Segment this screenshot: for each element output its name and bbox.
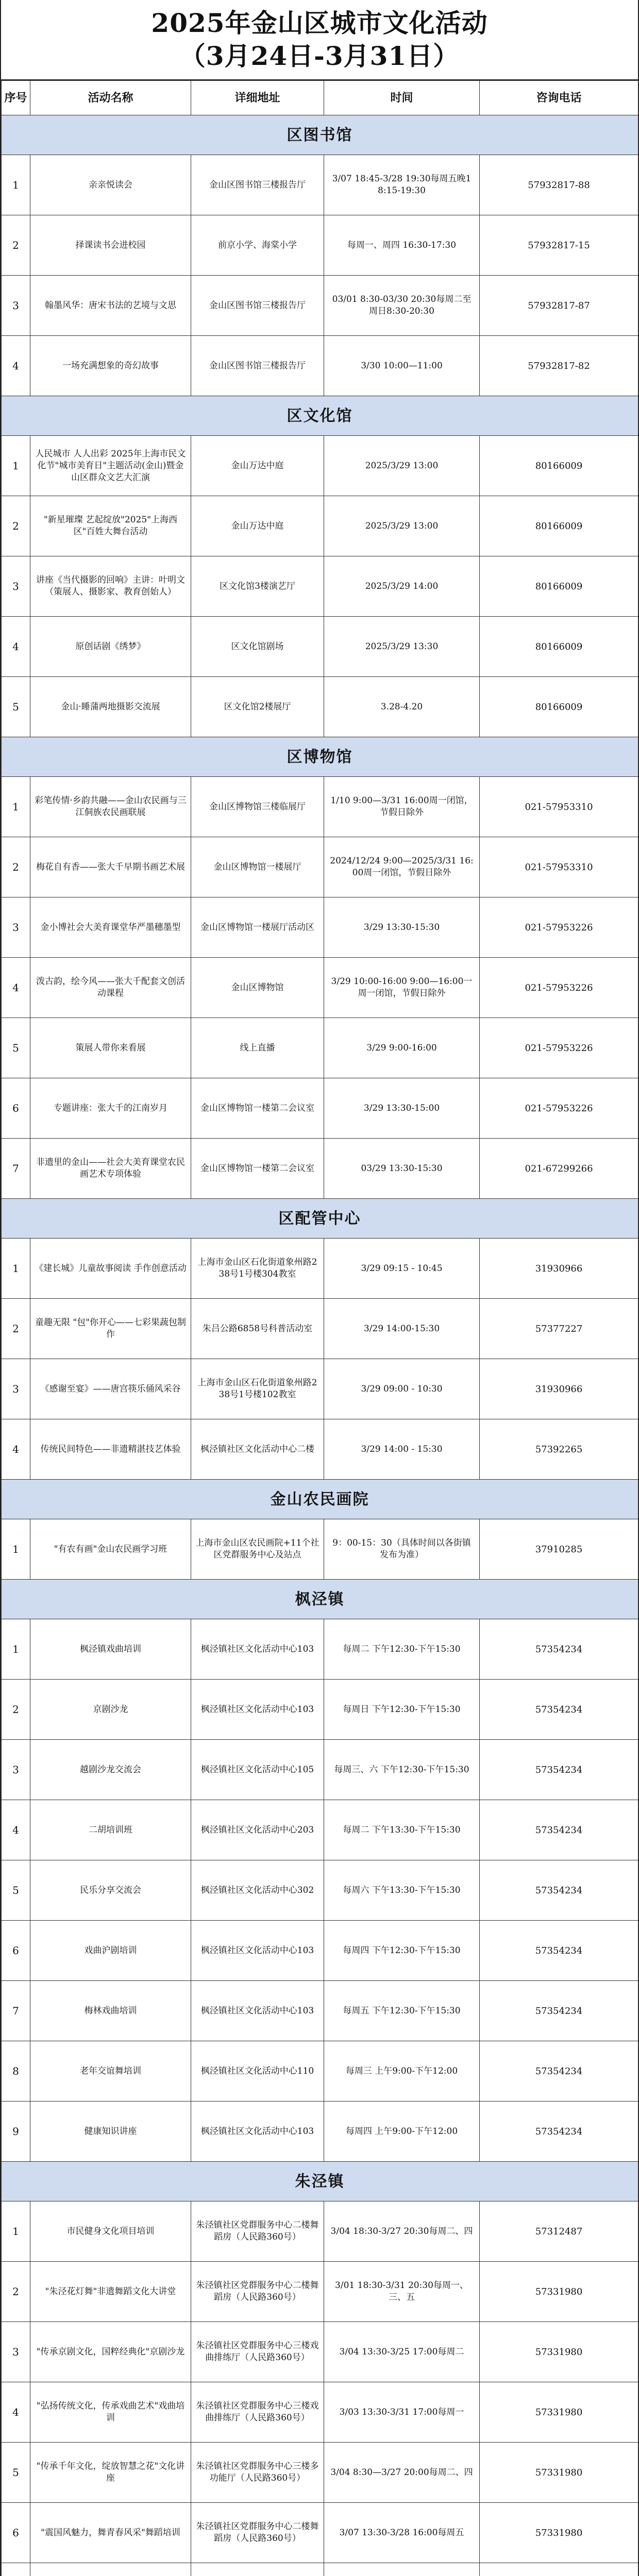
contact-phone: 37910285 [480, 1519, 638, 1580]
activity-name: "弘扬传统文化，传承戏曲艺术"戏曲培训 [30, 2382, 191, 2443]
activity-time: 3/29 13:30-15:30 [324, 897, 480, 958]
activity-name: 《建长城》儿童故事阅读 手作创意活动 [30, 1239, 191, 1299]
activity-time: 3/29 10:00-16:00 9:00—16:00一周一闭馆，节假日除外 [324, 958, 480, 1018]
header-activity-name: 活动名称 [30, 81, 191, 115]
row-index: 6 [2, 1921, 30, 1981]
contact-phone: 021-57953226 [480, 958, 638, 1018]
table-row [2, 1680, 638, 1740]
activity-address: 金山万达中庭 [191, 496, 324, 556]
section-title: 区图书馆 [2, 115, 638, 155]
row-index: 1 [2, 2201, 30, 2262]
activity-time [324, 2563, 480, 2576]
row-index: 5 [2, 1860, 30, 1921]
activity-address: 金山区博物馆三楼临展厅 [191, 777, 324, 837]
activity-time: 3/30 10:00—11:00 [324, 336, 480, 396]
activity-address: 金山区图书馆三楼报告厅 [191, 276, 324, 336]
table-row [2, 2102, 638, 2162]
activity-name: 翰墨风华：唐宋书法的艺境与文思 [30, 276, 191, 336]
activity-name: 择课读书会进校园 [30, 215, 191, 276]
row-index: 5 [2, 677, 30, 737]
activity-name: 传统民间特色——非遗精湛技艺体验 [30, 1419, 191, 1480]
activity-name: 一场充满想象的奇幻故事 [30, 336, 191, 396]
row-index: 1 [2, 777, 30, 837]
activity-address: 线上直播 [191, 1018, 324, 1078]
activity-time: 每周二 下午13:30-下午15:30 [324, 1800, 480, 1860]
table-row [2, 1981, 638, 2041]
row-index: 5 [2, 1018, 30, 1078]
activity-time: 3/07 13:30-3/28 16:00每周五 [324, 2503, 480, 2563]
activity-time: 03/01 8:30-03/30 20:30每周二至周日8:30-20:30 [324, 276, 480, 336]
activity-time: 每周二 下午12:30-下午15:30 [324, 1619, 480, 1680]
row-index: 3 [2, 897, 30, 958]
table-row [2, 2563, 638, 2576]
activity-name: "传承京剧文化，国粹经典化"京剧沙龙 [30, 2322, 191, 2382]
activity-address: 区文化馆2楼展厅 [191, 677, 324, 737]
activity-time: 2025/3/29 13:00 [324, 436, 480, 496]
activity-time: 3/29 09:15 - 10:45 [324, 1239, 480, 1299]
contact-phone: 31930966 [480, 1359, 638, 1419]
activity-address: 枫泾镇社区文化活动中心103 [191, 1680, 324, 1740]
row-index: 6 [2, 2503, 30, 2563]
activity-address: 枫泾镇社区文化活动中心103 [191, 1921, 324, 1981]
page-subtitle: （3月24日-3月31日） [179, 41, 460, 71]
table-row [2, 556, 638, 617]
activity-name: 越剧沙龙交流会 [30, 1740, 191, 1800]
activity-name: 市民健身文化项目培训 [30, 2201, 191, 2262]
table-row [2, 617, 638, 677]
activity-time: 3/04 13:30-3/25 17:00每周二 [324, 2322, 480, 2382]
activity-name: 戏曲沪剧培训 [30, 1921, 191, 1981]
activity-name: 泼古韵，绘今风——张大千配套文创活动课程 [30, 958, 191, 1018]
activity-address: 上海市金山区石化街道象州路238号1号楼102教室 [191, 1359, 324, 1419]
activity-name: 人民城市 人人出彩 2025年上海市民文化节"城市美育日"主题活动(金山)暨金山区群众文艺大汇演 [30, 436, 191, 496]
activity-name: 金小博社会大美育课堂华严墨穗墨型 [30, 897, 191, 958]
table-row [2, 2041, 638, 2102]
activity-time: 3/03 13:30-3/31 17:00每周一 [324, 2382, 480, 2443]
table-row [2, 1139, 638, 1199]
activity-address: 朱泾镇社区党群服务中心三楼戏曲排练厅（人民路360号） [191, 2382, 324, 2443]
activity-time: 2025/3/29 13:30 [324, 617, 480, 677]
table-row [2, 1359, 638, 1419]
row-index: 3 [2, 1740, 30, 1800]
table-row [2, 1078, 638, 1139]
table-row [2, 436, 638, 496]
activity-time: 3/29 13:30-15:00 [324, 1078, 480, 1139]
row-index: 5 [2, 2443, 30, 2503]
contact-phone: 57312487 [480, 2201, 638, 2262]
activity-time: 每周五 下午12:30-下午15:30 [324, 1981, 480, 2041]
activity-time: 2025/3/29 13:00 [324, 496, 480, 556]
activity-time: 3/01 18:30-3/31 20:30每周一、三、五 [324, 2262, 480, 2322]
contact-phone: 57932817-88 [480, 155, 638, 215]
section-header-row [2, 396, 638, 436]
activity-address [191, 2563, 324, 2576]
activity-name: 枫泾镇戏曲培训 [30, 1619, 191, 1680]
activity-address: 朱泾镇社区党群服务中心二楼舞蹈房（人民路360号） [191, 2201, 324, 2262]
activity-time: 每周六 下午13:30-下午15:30 [324, 1860, 480, 1921]
table-body [2, 115, 638, 2576]
contact-phone: 57331980 [480, 2443, 638, 2503]
row-index: 2 [2, 1680, 30, 1740]
activity-name: 亲亲悦读会 [30, 155, 191, 215]
activity-time: 3.28-4.20 [324, 677, 480, 737]
contact-phone [480, 2563, 638, 2576]
activity-address: 枫泾镇社区文化活动中心二楼 [191, 1419, 324, 1480]
activity-time: 3/04 8:30—3/27 20:00每周二、四 [324, 2443, 480, 2503]
table-row [2, 1419, 638, 1480]
activity-name: 民乐分享交流会 [30, 1860, 191, 1921]
activity-address: 金山区博物馆一楼展厅活动区 [191, 897, 324, 958]
activity-time: 每周一、周四 16:30-17:30 [324, 215, 480, 276]
section-title: 区文化馆 [2, 396, 638, 436]
row-index: 4 [2, 336, 30, 396]
row-index: 4 [2, 958, 30, 1018]
activity-name: 金山·睡蒲两地摄影交流展 [30, 677, 191, 737]
activity-time: 2024/12/24 9:00—2025/3/31 16:00周一闭馆，节假日除外 [324, 837, 480, 897]
section-title: 区博物馆 [2, 737, 638, 777]
contact-phone: 57932817-87 [480, 276, 638, 336]
activity-time: 9：00-15：30（具体时间以各街镇发布为准） [324, 1519, 480, 1580]
row-index: 1 [2, 1519, 30, 1580]
row-index: 3 [2, 556, 30, 617]
activity-address: 上海市金山区农民画院+11个社区党群服务中心及站点 [191, 1519, 324, 1580]
activity-time: 2025/3/29 14:00 [324, 556, 480, 617]
contact-phone: 57354234 [480, 1860, 638, 1921]
section-header-row [2, 737, 638, 777]
activity-time: 每周四 下午12:30-下午15:30 [324, 1921, 480, 1981]
table-row [2, 1299, 638, 1359]
contact-phone: 57932817-82 [480, 336, 638, 396]
table-row [2, 1921, 638, 1981]
header-phone: 咨询电话 [480, 81, 638, 115]
table-row [2, 2503, 638, 2563]
table-row [2, 215, 638, 276]
page-title: 2025年金山区城市文化活动 [151, 8, 488, 38]
contact-phone: 80166009 [480, 496, 638, 556]
table-row [2, 2322, 638, 2382]
activity-time: 每周三、六 下午12:30-下午15:30 [324, 1740, 480, 1800]
activity-address: 朱泾镇社区党群服务中心二楼舞蹈房（人民路360号） [191, 2262, 324, 2322]
contact-phone: 57932817-15 [480, 215, 638, 276]
table-row [2, 1018, 638, 1078]
activity-name: 老年交谊舞培训 [30, 2041, 191, 2102]
activity-address: 金山区博物馆一楼第二会议室 [191, 1139, 324, 1199]
table-row [2, 496, 638, 556]
activity-name: "朱泾花灯舞"非遗舞蹈文化大讲堂 [30, 2262, 191, 2322]
activity-name: "新星璀璨 艺起绽放"2025"上海西区"百姓大舞台活动 [30, 496, 191, 556]
activity-name: 童趣无限 "包"你开心——七彩果蔬包制作 [30, 1299, 191, 1359]
activity-address: 朱泾镇社区党群服务中心二楼舞蹈房（人民路360号） [191, 2503, 324, 2563]
row-index: 1 [2, 155, 30, 215]
contact-phone: 57354234 [480, 1619, 638, 1680]
table-row [2, 276, 638, 336]
section-header-row [2, 1580, 638, 1619]
section-title: 区配管中心 [2, 1199, 638, 1239]
contact-phone: 021-57953310 [480, 777, 638, 837]
contact-phone: 021-57953226 [480, 1078, 638, 1139]
row-index: 2 [2, 496, 30, 556]
contact-phone: 57331980 [480, 2503, 638, 2563]
contact-phone: 57354234 [480, 1800, 638, 1860]
table-row [2, 2443, 638, 2503]
row-index: 3 [2, 276, 30, 336]
activity-address: 枫泾镇社区文化活动中心302 [191, 1860, 324, 1921]
contact-phone: 80166009 [480, 617, 638, 677]
table-row [2, 1740, 638, 1800]
activity-name: "有农有画"金山农民画学习班 [30, 1519, 191, 1580]
title-block [1, 0, 638, 80]
header-address: 详细地址 [191, 81, 324, 115]
activity-name: 原创话剧《绣梦》 [30, 617, 191, 677]
activity-name: 讲座《当代摄影的回响》主讲：叶明文（策展人、摄影家、教育创始人） [30, 556, 191, 617]
row-index: 6 [2, 1078, 30, 1139]
contact-phone: 021-57953226 [480, 1018, 638, 1078]
row-index: 4 [2, 1419, 30, 1480]
table-row [2, 677, 638, 737]
activity-name: 二胡培训班 [30, 1800, 191, 1860]
activity-time: 3/29 14:00-15:30 [324, 1299, 480, 1359]
table-row [2, 2201, 638, 2262]
row-index: 2 [2, 2262, 30, 2322]
header-index: 序号 [2, 81, 30, 115]
activity-time: 03/29 13:30-15:30 [324, 1139, 480, 1199]
activity-address: 金山万达中庭 [191, 436, 324, 496]
contact-phone: 021-57953226 [480, 897, 638, 958]
table-row [2, 1519, 638, 1580]
activity-name: 梅林戏曲培训 [30, 1981, 191, 2041]
activity-address: 金山区博物馆一楼展厅 [191, 837, 324, 897]
activity-time: 每周四 上午9:00-下午12:00 [324, 2102, 480, 2162]
table-row [2, 777, 638, 837]
contact-phone: 57354234 [480, 2041, 638, 2102]
section-header-row [2, 1480, 638, 1519]
header-row [2, 81, 638, 115]
row-index: 3 [2, 2322, 30, 2382]
activity-name: 彩笔传情·乡韵共融——金山农民画与三江侗族农民画联展 [30, 777, 191, 837]
activity-time: 3/29 14:00 - 15:30 [324, 1419, 480, 1480]
activity-name: 策展人带你来看展 [30, 1018, 191, 1078]
activity-address: 枫泾镇社区文化活动中心110 [191, 2041, 324, 2102]
activity-time: 每周三 上午9:00-下午12:00 [324, 2041, 480, 2102]
table-row [2, 2262, 638, 2322]
table-row [2, 155, 638, 215]
activity-address: 区文化馆3楼演艺厅 [191, 556, 324, 617]
activity-address: 金山区博物馆一楼第二会议室 [191, 1078, 324, 1139]
section-header-row [2, 115, 638, 155]
table-row [2, 837, 638, 897]
row-index: 1 [2, 1239, 30, 1299]
row-index: 2 [2, 1299, 30, 1359]
contact-phone: 31930966 [480, 1239, 638, 1299]
activity-address: 朱泾镇社区党群服务中心三楼戏曲排练厅（人民路360号） [191, 2322, 324, 2382]
activity-address: 枫泾镇社区文化活动中心103 [191, 2102, 324, 2162]
row-index: 7 [2, 1139, 30, 1199]
section-header-row [2, 2162, 638, 2201]
table-row [2, 1239, 638, 1299]
contact-phone: 021-57953310 [480, 837, 638, 897]
activity-address: 金山区博物馆 [191, 958, 324, 1018]
section-title: 朱泾镇 [2, 2162, 638, 2201]
contact-phone: 57354234 [480, 1680, 638, 1740]
contact-phone: 57331980 [480, 2322, 638, 2382]
contact-phone: 57392265 [480, 1419, 638, 1480]
activity-address: 枫泾镇社区文化活动中心203 [191, 1800, 324, 1860]
activity-table [1, 80, 638, 2576]
activity-time: 3/07 18:45-3/28 19:30每周五晚18:15-19:30 [324, 155, 480, 215]
contact-phone: 57354234 [480, 1921, 638, 1981]
row-index: 1 [2, 436, 30, 496]
contact-phone: 57354234 [480, 2102, 638, 2162]
activity-address: 前京小学、海棠小学 [191, 215, 324, 276]
table-row [2, 1800, 638, 1860]
activity-name: 《感谢至宴》——唐宫筷乐俑风采谷 [30, 1359, 191, 1419]
header-time: 时间 [324, 81, 480, 115]
section-title: 枫泾镇 [2, 1580, 638, 1619]
row-index: 1 [2, 1619, 30, 1680]
table-row [2, 336, 638, 396]
activity-name [30, 2563, 191, 2576]
activity-name: 梅花自有香——张大千早期书画艺术展 [30, 837, 191, 897]
activity-name: "传承千年文化，绽放智慧之花"文化讲座 [30, 2443, 191, 2503]
table-row [2, 897, 638, 958]
row-index: 7 [2, 1981, 30, 2041]
table-row [2, 958, 638, 1018]
activity-address: 朱泾镇社区党群服务中心三楼多功能厅（人民路360号） [191, 2443, 324, 2503]
row-index: 9 [2, 2102, 30, 2162]
contact-phone: 021-67299266 [480, 1139, 638, 1199]
activity-address: 朱吕公路6858号科普活动室 [191, 1299, 324, 1359]
section-title: 金山农民画院 [2, 1480, 638, 1519]
activity-name: 非遗里的金山——社会大美育课堂农民画艺术专项体验 [30, 1139, 191, 1199]
contact-phone: 80166009 [480, 556, 638, 617]
contact-phone: 57354234 [480, 1981, 638, 2041]
activity-time: 3/04 18:30-3/27 20:30每周二、四 [324, 2201, 480, 2262]
contact-phone: 80166009 [480, 436, 638, 496]
activity-address: 枫泾镇社区文化活动中心103 [191, 1619, 324, 1680]
contact-phone: 57331980 [480, 2262, 638, 2322]
activity-name: 京剧沙龙 [30, 1680, 191, 1740]
activity-time: 1/10 9:00—3/31 16:00周一闭馆，节假日除外 [324, 777, 480, 837]
activity-name: 专题讲座：张大千的江南岁月 [30, 1078, 191, 1139]
activity-name: 健康知识讲座 [30, 2102, 191, 2162]
row-index: 3 [2, 1359, 30, 1419]
activity-time: 3/29 9:00-16:00 [324, 1018, 480, 1078]
table-row [2, 1860, 638, 1921]
activity-address: 枫泾镇社区文化活动中心103 [191, 1981, 324, 2041]
contact-phone: 80166009 [480, 677, 638, 737]
activity-name: "震国风魅力，舞青春风采"舞蹈培训 [30, 2503, 191, 2563]
row-index: 4 [2, 2382, 30, 2443]
activity-address: 金山区图书馆三楼报告厅 [191, 155, 324, 215]
activity-address: 金山区图书馆三楼报告厅 [191, 336, 324, 396]
contact-phone: 57331980 [480, 2382, 638, 2443]
table-row [2, 1619, 638, 1680]
row-index [2, 2563, 30, 2576]
activity-time: 3/29 09:00 - 10:30 [324, 1359, 480, 1419]
row-index: 4 [2, 617, 30, 677]
row-index: 2 [2, 837, 30, 897]
contact-phone: 57354234 [480, 1740, 638, 1800]
section-header-row [2, 1199, 638, 1239]
activity-address: 枫泾镇社区文化活动中心105 [191, 1740, 324, 1800]
row-index: 8 [2, 2041, 30, 2102]
row-index: 2 [2, 215, 30, 276]
activity-address: 上海市金山区石化街道象州路238号1号楼304教室 [191, 1239, 324, 1299]
contact-phone: 57377227 [480, 1299, 638, 1359]
row-index: 4 [2, 1800, 30, 1860]
activity-address: 区文化馆剧场 [191, 617, 324, 677]
activity-time: 每周日 下午12:30-下午15:30 [324, 1680, 480, 1740]
table-row [2, 2382, 638, 2443]
